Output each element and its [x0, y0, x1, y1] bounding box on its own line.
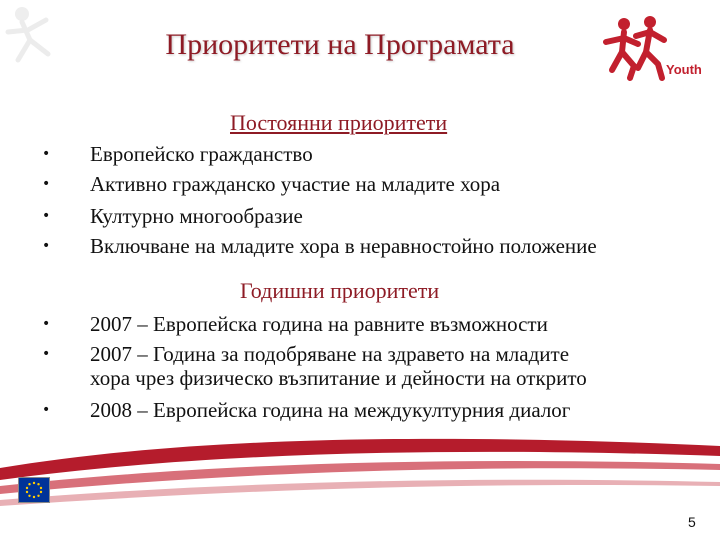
annual-priorities-heading: Годишни приоритети — [240, 278, 440, 303]
bullet: • — [42, 208, 51, 224]
bullet: • — [42, 146, 51, 162]
list-item: Европейско гражданство — [90, 142, 313, 166]
bullet: • — [42, 346, 51, 362]
list-item: 2007 – Година за подобряване на здравето на младите — [90, 342, 570, 366]
bullet: • — [42, 176, 51, 192]
page-number: 5 — [688, 514, 696, 530]
bullet: • — [42, 316, 51, 332]
list-item: Активно гражданско участие на младите хора — [90, 172, 501, 196]
bullet: • — [42, 402, 51, 418]
list-item-continuation: хора чрез физическо възпитание и дейности на открито — [90, 366, 587, 390]
list-item: 2008 – Европейска година на междукултурния диалог — [90, 398, 571, 422]
list-item: 2007 – Европейска година на равните възможности — [90, 312, 548, 336]
list-item: Включване на младите хора в неравностойно положение — [90, 234, 597, 258]
list-item: Културно многообразие — [90, 204, 303, 228]
slide-title: Приоритети на Програмата — [165, 28, 515, 61]
youth-logo-text: Youth — [666, 62, 702, 77]
bullet: • — [42, 238, 51, 254]
eu-flag-icon — [18, 477, 50, 503]
footer-wave — [0, 424, 720, 540]
permanent-priorities-heading: Постоянни приоритети — [230, 110, 448, 135]
